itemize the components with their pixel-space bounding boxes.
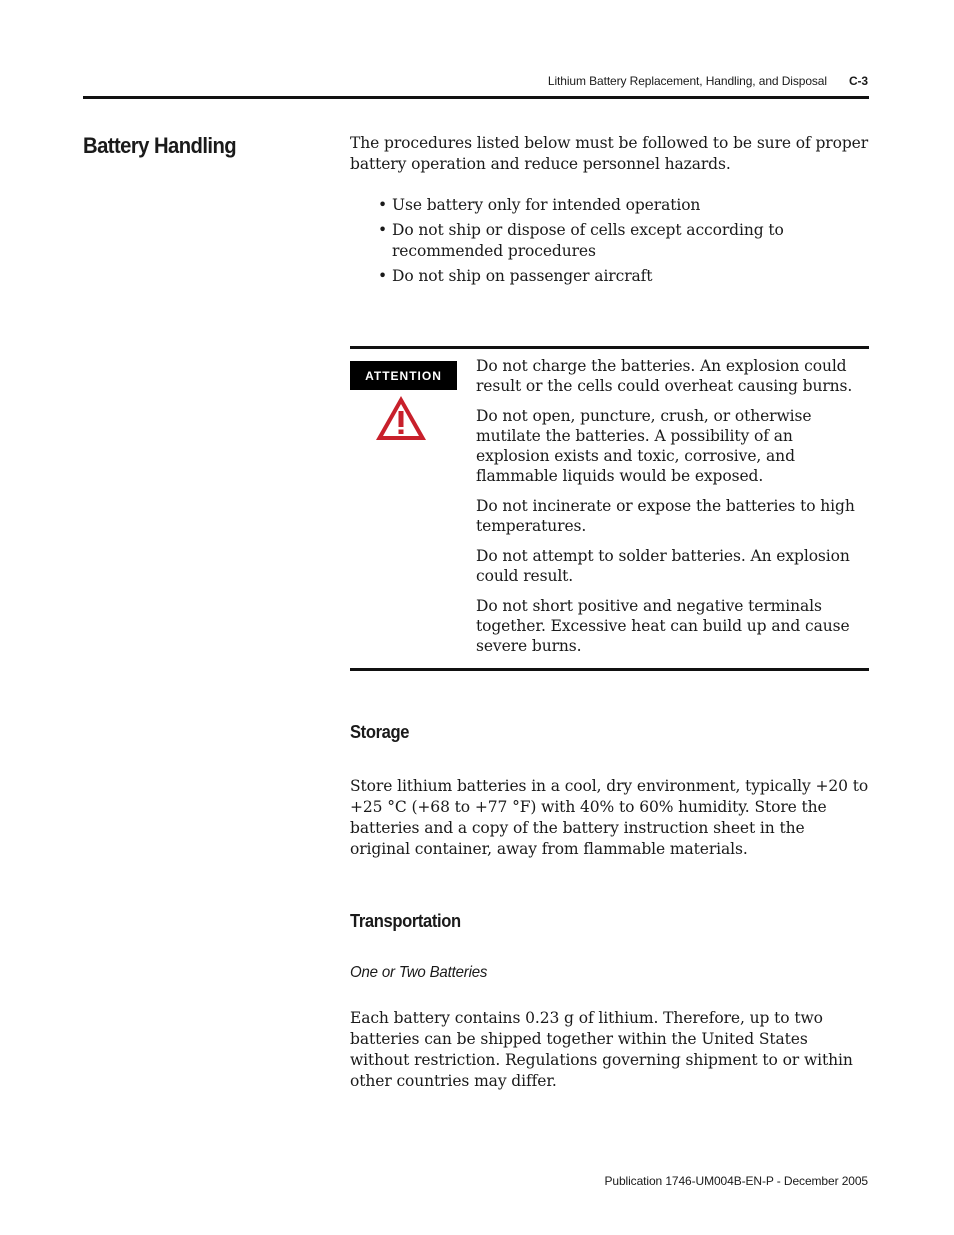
transportation-paragraph: Each battery contains 0.23 g of lithium. Therefore, up to two batteries can be shipped together within the United States without restriction. Regulations governing shipment to or within other countries may differ. [350,1009,853,1090]
running-header [548,74,868,88]
list-item: • Use battery only for intended operation [378,196,701,214]
page-number: C-3 [848,74,868,88]
publication-footer: Publication 1746-UM004B-EN-P - December 2005 [604,1174,868,1188]
storage-heading: Storage [350,722,410,742]
attention-paragraph: Do not incinerate or expose the batteries to high temperatures. [476,497,855,535]
attention-paragraph: Do not short positive and negative terminals together. Excessive heat can build up and cause severe burns. [476,597,850,655]
warning-triangle-icon [373,393,429,443]
header-rule [83,96,869,99]
storage-paragraph: Store lithium batteries in a cool, dry environment, typically +20 to +25 °C (+68 to +77 °F) with 40% to 60% humidity. Store the batteries and a copy of the battery instruction sheet in the original container, away from flammable materials. [350,777,869,858]
attention-bottom-rule [350,668,869,671]
attention-text [476,356,870,666]
attention-paragraph: Do not open, puncture, crush, or otherwise mutilate the batteries. A possibility of an explosion exists and toxic, corrosive, and flammable liquids would be exposed. [476,407,812,485]
list-item: • Do not ship or dispose of cells except according to recommended procedures [378,221,784,260]
transportation-block [350,1008,869,1092]
intro-paragraph: The procedures listed below must be followed to be sure of proper battery operation and reduce personnel hazards. [350,134,869,173]
attention-badge: ATTENTION [350,361,457,390]
transportation-heading: Transportation [350,911,461,931]
attention-top-rule [350,346,869,349]
intro-block [350,133,869,175]
section-title: Battery Handling [83,133,237,158]
chapter-title: Lithium Battery Replacement, Handling, and Disposal [547,74,827,88]
transportation-subheading: One or Two Batteries [350,964,488,981]
attention-paragraph: Do not charge the batteries. An explosion could result or the cells could overheat causing burns. [476,357,853,395]
list-item: • Do not ship on passenger aircraft [378,267,653,285]
procedure-list [378,195,798,291]
attention-paragraph: Do not attempt to solder batteries. An explosion could result. [476,547,850,585]
storage-block [350,776,869,860]
